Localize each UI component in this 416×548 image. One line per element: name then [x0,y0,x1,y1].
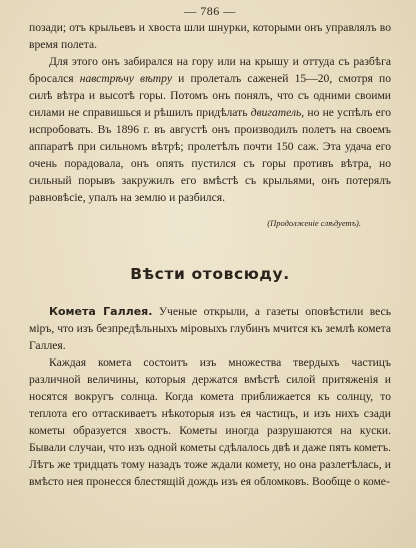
paragraph-glider-flights [29,53,391,206]
section-title: Вѣсти отовсюду. [130,265,290,283]
page-number: — 786 — [184,4,236,18]
article-lead-heading: Комета Галлея. [49,305,153,318]
paragraph-text: позади; отъ крыльевъ и хвоста шли шнурки, которыми онъ управлялъ во время полета. [29,21,391,51]
paragraph-glider-controls [29,19,391,53]
paragraph-text: Ученые открыли, а газеты оповѣстили весь міръ, что изъ безпредѣльныхъ міровыхъ глубинъ мчится къ землѣ комета Галлея. [29,305,391,352]
paragraph-text-part: , но не успѣлъ его испробовать. Въ 1896 г. въ августѣ онъ производилъ полетъ на своемъ аппаратѣ при сильномъ вѣтрѣ; пролетѣлъ почти 150 саж. Эта удача его очень порадовала, онъ опять пустился съ горы противъ вѣтра, но сильный порывъ закружилъ его вмѣстѣ съ крыльями, онъ потерялъ равновѣсіе, упалъ на землю и разбился. [29,106,392,204]
continuation-note: (Продолженіе слѣдуетъ). [267,218,361,228]
emphasis-into-wind: навстрѣчу вѣтру [79,72,172,85]
paragraph-text: Каждая комета состоитъ изъ множества твердыхъ частицъ различной величины, которыя держатся вмѣстѣ силой притяженія и носятся вокругъ солнца. Когда комета приближается къ солнцу, то теплота его оттаскиваетъ нѣкоторыя изъ ея частицъ, и изъ нихъ сзади кометы образуется хвостъ. Кометы иногда разрушаются на куски. Бывали случаи, что изъ одной кометы сдѣлалось двѣ и даже пять кометъ. Лѣтъ же тридцать тому назадъ тоже ждали комету, но она разлетѣлась, и вмѣсто нея пронесся блестящій дождь изъ ея обломковъ. Вообще о коме- [29,356,391,488]
paragraph-halley-comet [29,303,391,354]
paragraph-comet-structure [29,354,391,490]
paragraph-text-part: и пролеталъ саженей 15—20, смотря по силѣ вѣтра и высотѣ горы. Потомъ онъ понялъ, что съ одними своими силами не справишься и рѣшилъ придѣлать [29,72,392,119]
paragraph-text-part: Для этого онъ забирался на гору или на крышу и оттуда съ разбѣга бросался [29,55,391,85]
emphasis-engine: двигатель [250,106,302,119]
